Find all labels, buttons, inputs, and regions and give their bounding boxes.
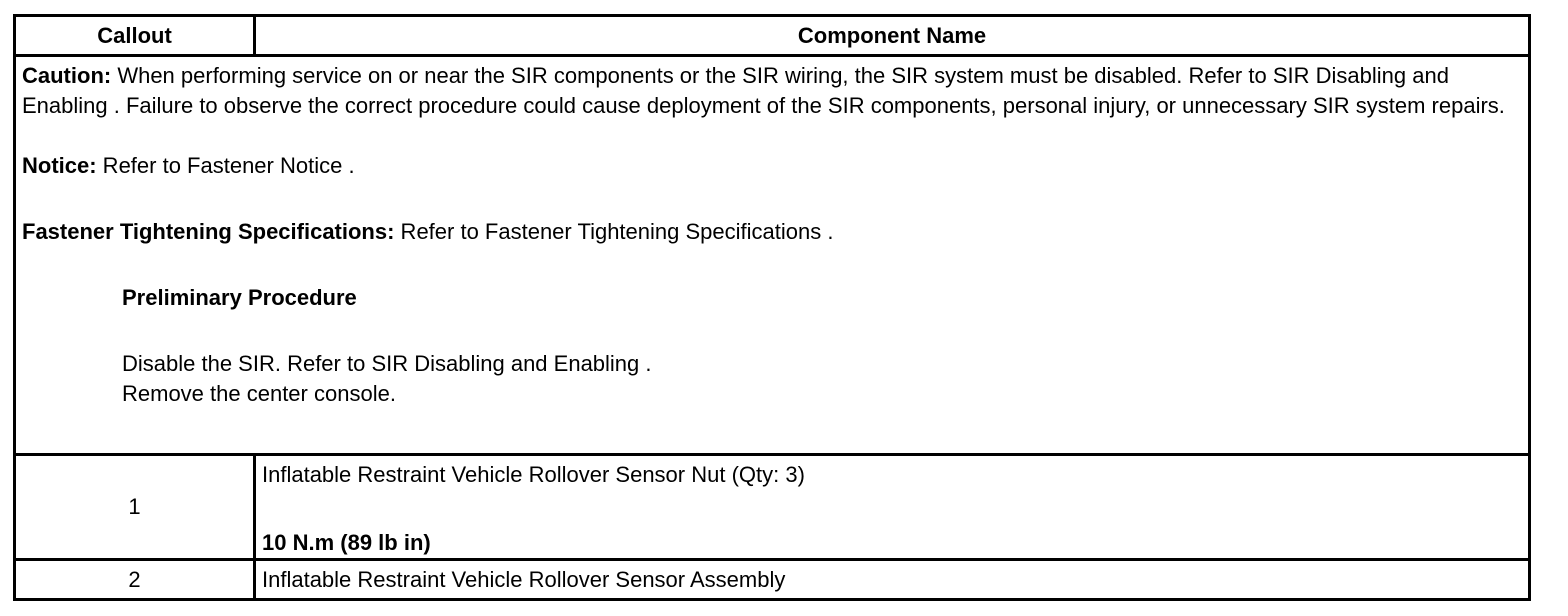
notes-row	[15, 56, 1530, 455]
fastener-spec-label: Fastener Tightening Specifications:	[22, 219, 395, 244]
notice-label: Notice:	[22, 153, 97, 178]
component-table	[13, 14, 1531, 601]
header-row	[15, 16, 1530, 56]
notes-cell	[15, 56, 1530, 455]
callout-number: 2	[15, 560, 255, 600]
table-row	[15, 560, 1530, 600]
component-name-cell	[255, 455, 1530, 560]
caution-label: Caution:	[22, 63, 112, 88]
notice-text: Refer to Fastener Notice .	[96, 153, 355, 178]
fastener-spec-text: Refer to Fastener Tightening Specifications .	[394, 219, 834, 244]
fastener-spec-note	[22, 217, 1522, 247]
procedure-step: Remove the center console.	[122, 381, 396, 406]
callout-number: 1	[15, 455, 255, 560]
component-name: Inflatable Restraint Vehicle Rollover Sensor Assembly	[255, 560, 1530, 600]
callout-header-label: Callout	[97, 22, 172, 48]
caution-text: When performing service on or near the SIR components or the SIR wiring, the SIR system must be disabled. Refer to SIR Disabling and Enabling . Failure to observe the correct procedure could cause deployment of the SIR components, personal injury, or unnecessary SIR system repairs.	[22, 63, 1505, 118]
component-name-header-label: Component Name	[797, 22, 987, 48]
table-row	[15, 455, 1530, 560]
preliminary-procedure-heading: Preliminary Procedure	[122, 285, 357, 310]
component-name-header	[255, 16, 1530, 56]
procedure-step: Disable the SIR. Refer to SIR Disabling and Enabling .	[122, 351, 652, 376]
notice-note	[22, 151, 1522, 181]
callout-header	[15, 16, 255, 56]
component-name: Inflatable Restraint Vehicle Rollover Sensor Nut (Qty: 3)	[262, 462, 805, 487]
caution-note	[22, 61, 1522, 121]
torque-spec: 10 N.m (89 lb in)	[262, 530, 431, 555]
